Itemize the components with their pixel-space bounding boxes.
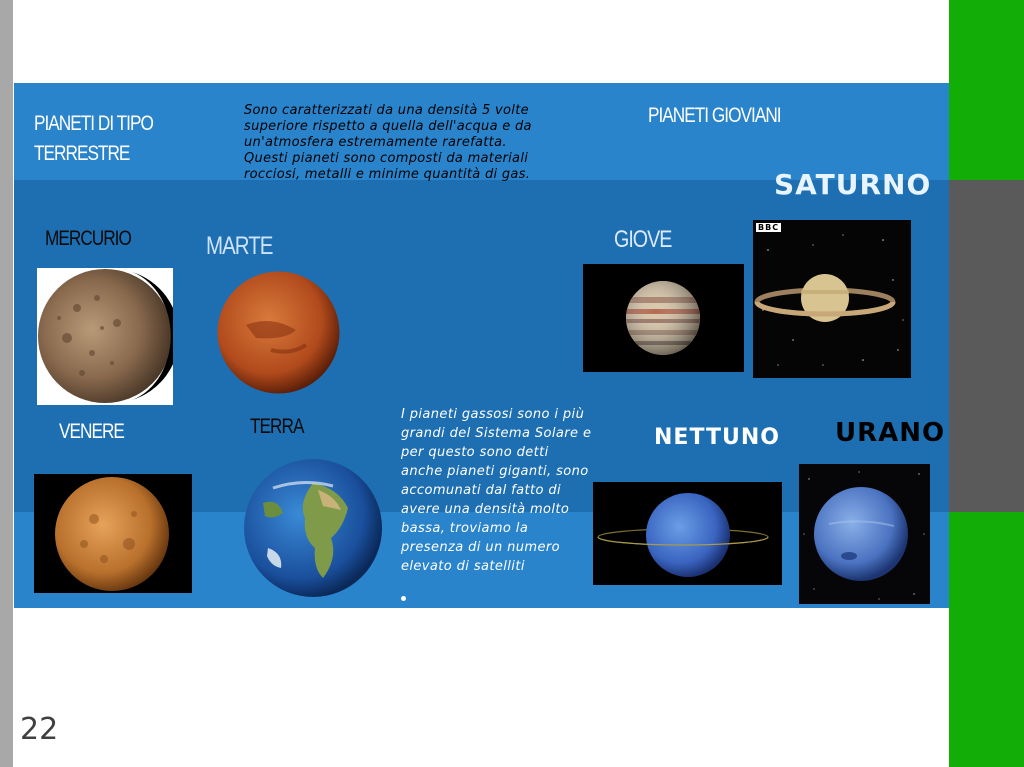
terra-image xyxy=(243,458,383,598)
giove-label: GIOVE xyxy=(614,226,672,253)
bullet-point xyxy=(401,596,406,601)
marte-image xyxy=(216,270,341,395)
right-accent-gray-block xyxy=(949,180,1024,512)
mercurio-image xyxy=(37,268,173,405)
terrestrial-heading: PIANETI DI TIPO TERRESTRE xyxy=(34,112,153,165)
saturno-image xyxy=(753,220,911,378)
saturno-label: SATURNO xyxy=(774,168,932,201)
nettuno-label: NETTUNO xyxy=(654,425,780,450)
venere-image xyxy=(34,474,192,593)
slide-number: 22 xyxy=(20,712,59,747)
marte-label: MARTE xyxy=(206,232,273,260)
giove-image xyxy=(583,264,744,372)
urano-image xyxy=(799,464,930,604)
urano-label: URANO xyxy=(835,418,946,448)
nettuno-image xyxy=(593,482,782,585)
giant-description: I pianeti gassosi sono i più grandi del Sistema Solare e per questo sono detti anche pianeti giganti, sono accomunati dal fatto di avere una densità molto bassa, troviamo la presenza di un numero elevato di satelliti xyxy=(401,407,592,574)
left-edge-bar xyxy=(0,0,13,767)
terra-label: TERRA xyxy=(250,415,304,438)
venere-label: VENERE xyxy=(59,420,124,443)
giant-heading: PIANETI GIOVIANI xyxy=(648,104,781,127)
mercurio-label: MERCURIO xyxy=(45,227,131,250)
terrestrial-description: Sono caratterizzati da una densità 5 volte superiore rispetto a quella dell'acqua e da un'atmosfera estremamente rarefatta. Questi pianeti sono composti da materiali rocciosi, metalli e minime quantità di gas. xyxy=(244,103,532,182)
bbc-logo: BBC xyxy=(758,223,780,232)
